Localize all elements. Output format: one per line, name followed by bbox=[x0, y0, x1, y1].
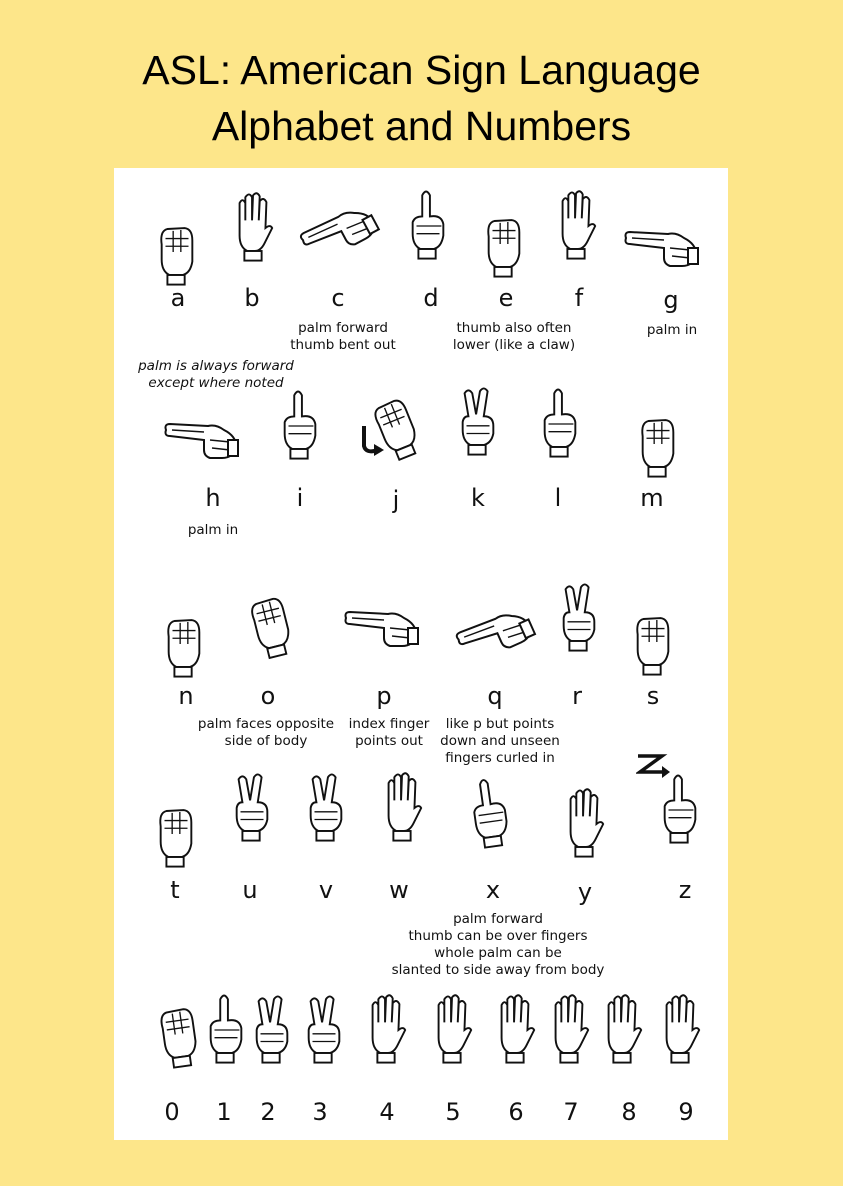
hand-g-icon bbox=[624, 226, 700, 272]
number-4: 4 bbox=[379, 1098, 395, 1126]
note-g: palm in bbox=[646, 322, 698, 338]
note-general: palm is always forward except where noted bbox=[138, 358, 294, 391]
hand-3-icon bbox=[301, 994, 347, 1066]
number-8: 8 bbox=[621, 1098, 637, 1126]
letter-s: s bbox=[646, 682, 660, 710]
number-0: 0 bbox=[164, 1098, 180, 1126]
hand-s-icon bbox=[630, 606, 676, 678]
letter-a: a bbox=[170, 284, 186, 312]
hand-h-icon bbox=[164, 418, 240, 464]
title-line-1: ASL: American Sign Language bbox=[142, 47, 701, 93]
hand-4-icon bbox=[363, 994, 409, 1066]
note-c: palm forward thumb bent out bbox=[290, 320, 396, 353]
number-6: 6 bbox=[508, 1098, 524, 1126]
hand-c-icon bbox=[296, 195, 385, 271]
hand-9-icon bbox=[657, 994, 703, 1066]
j-motion-arrow-icon bbox=[358, 424, 388, 458]
hand-8-icon bbox=[599, 994, 645, 1066]
number-1: 1 bbox=[216, 1098, 232, 1126]
letter-k: k bbox=[471, 484, 485, 512]
hand-o-icon bbox=[240, 584, 302, 665]
note-p: index finger points out bbox=[348, 716, 430, 749]
hand-d-icon bbox=[405, 190, 451, 262]
title-line-2: Alphabet and Numbers bbox=[211, 103, 632, 149]
number-3: 3 bbox=[312, 1098, 328, 1126]
hand-u-icon bbox=[229, 772, 275, 844]
letter-u: u bbox=[242, 876, 258, 904]
hand-n-icon bbox=[161, 608, 207, 680]
hand-l-icon bbox=[537, 388, 583, 460]
hand-q-icon bbox=[452, 599, 540, 672]
note-e: thumb also often lower (like a claw) bbox=[452, 320, 576, 353]
letter-w: w bbox=[389, 876, 409, 904]
hand-z-icon bbox=[657, 774, 703, 846]
letter-h: h bbox=[205, 484, 221, 512]
hand-k-icon bbox=[455, 386, 501, 458]
note-o: palm faces opposite side of body bbox=[197, 716, 335, 749]
letter-m: m bbox=[640, 484, 664, 512]
hand-6-icon bbox=[492, 994, 538, 1066]
hand-i-icon bbox=[277, 390, 323, 462]
hand-b-icon bbox=[230, 192, 276, 264]
number-5: 5 bbox=[445, 1098, 461, 1126]
hand-f-icon bbox=[553, 190, 599, 262]
letter-e: e bbox=[498, 284, 514, 312]
hand-y-icon bbox=[561, 788, 607, 860]
letter-i: i bbox=[296, 484, 304, 512]
letter-t: t bbox=[170, 876, 180, 904]
note-h: palm in bbox=[187, 522, 239, 538]
hand-v-icon bbox=[303, 772, 349, 844]
hand-r-icon bbox=[556, 582, 602, 654]
hand-p-icon bbox=[344, 606, 420, 652]
chart-card bbox=[114, 168, 728, 1140]
letter-v: v bbox=[318, 876, 334, 904]
letter-p: p bbox=[376, 682, 392, 710]
hand-a-icon bbox=[154, 216, 200, 288]
number-9: 9 bbox=[678, 1098, 694, 1126]
letter-g: g bbox=[663, 286, 679, 314]
hand-7-icon bbox=[546, 994, 592, 1066]
number-7: 7 bbox=[563, 1098, 579, 1126]
page-title bbox=[0, 42, 843, 154]
note-q: like p but points down and unseen fingers curled in bbox=[440, 716, 560, 766]
letter-z: z bbox=[678, 876, 692, 904]
letter-j: j bbox=[392, 486, 400, 514]
letter-r: r bbox=[572, 682, 582, 710]
letter-x: x bbox=[485, 876, 501, 904]
hand-2-icon bbox=[249, 994, 295, 1066]
hand-x-icon bbox=[462, 775, 518, 853]
hand-m-icon bbox=[635, 408, 681, 480]
letter-n: n bbox=[178, 682, 194, 710]
hand-1-icon bbox=[203, 994, 249, 1066]
letter-f: f bbox=[574, 284, 584, 312]
hand-t-icon bbox=[153, 798, 199, 870]
hand-0-icon bbox=[151, 995, 207, 1073]
number-2: 2 bbox=[260, 1098, 276, 1126]
letter-c: c bbox=[331, 284, 345, 312]
hand-5-icon bbox=[429, 994, 475, 1066]
letter-y: y bbox=[577, 878, 593, 906]
letter-l: l bbox=[554, 484, 562, 512]
letter-o: o bbox=[260, 682, 276, 710]
note-numbers: palm forward thumb can be over fingers whole palm can be slanted to side away from body bbox=[391, 911, 605, 978]
letter-b: b bbox=[244, 284, 260, 312]
z-motion-arrow-icon bbox=[636, 752, 672, 778]
letter-q: q bbox=[487, 682, 503, 710]
hand-w-icon bbox=[379, 772, 425, 844]
letter-d: d bbox=[423, 284, 439, 312]
hand-e-icon bbox=[481, 208, 527, 280]
